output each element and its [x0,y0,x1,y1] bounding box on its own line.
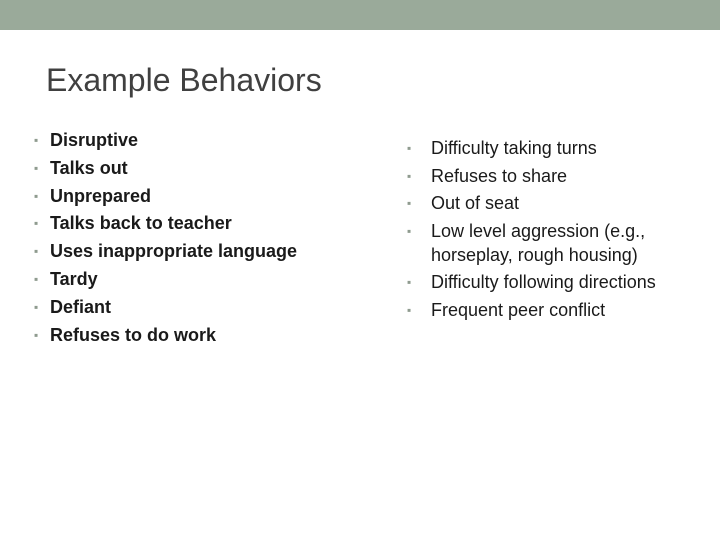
square-bullet-icon: ▪ [34,216,39,231]
list-item-text: Refuses to do work [50,324,217,345]
list-item-text: Difficulty following directions [431,272,656,293]
list-item-text: Defiant [50,296,112,317]
list-item [406,219,706,267]
square-bullet-icon: ▪ [34,271,39,286]
list-item-text: Talks out [50,157,128,178]
square-bullet-icon: ▪ [407,168,412,183]
list-item [406,136,706,160]
square-bullet-icon: ▪ [34,327,39,342]
list-item-text: Disruptive [50,130,139,150]
list-item [406,270,706,294]
list-item [34,267,334,291]
list-item [34,211,334,235]
square-bullet-icon: ▪ [34,188,39,203]
square-bullet-icon: ▪ [407,275,412,290]
list-item-text: Uses inappropriate language [50,241,298,262]
list-item [34,184,334,208]
square-bullet-icon: ▪ [34,299,39,314]
list-item-text: Tardy [50,268,98,289]
right-bullet-list [406,136,706,326]
square-bullet-icon: ▪ [34,133,39,147]
list-item [34,156,334,180]
list-item-text: Out of seat [431,193,520,214]
left-bullet-list [34,128,334,350]
square-bullet-icon: ▪ [34,160,39,175]
list-item [34,128,334,152]
list-item [406,164,706,188]
square-bullet-icon: ▪ [407,302,412,317]
list-item-text: Unprepared [50,185,152,206]
list-item [406,298,706,322]
square-bullet-icon: ▪ [407,223,412,238]
list-item [34,239,334,263]
top-accent-bar [0,0,720,30]
square-bullet-icon: ▪ [34,244,39,259]
list-item [34,323,334,347]
list-item-text: Low level aggression (e.g., horseplay, rough housing) [431,220,646,265]
list-item [406,191,706,215]
list-item-text: Refuses to share [431,165,568,186]
square-bullet-icon: ▪ [407,141,412,155]
list-item-text: Difficulty taking turns [431,138,597,158]
list-item [34,295,334,319]
slide-title: Example Behaviors [46,62,322,98]
list-item-text: Talks back to teacher [50,213,232,234]
list-item-text: Frequent peer conflict [431,299,606,320]
square-bullet-icon: ▪ [407,196,412,211]
